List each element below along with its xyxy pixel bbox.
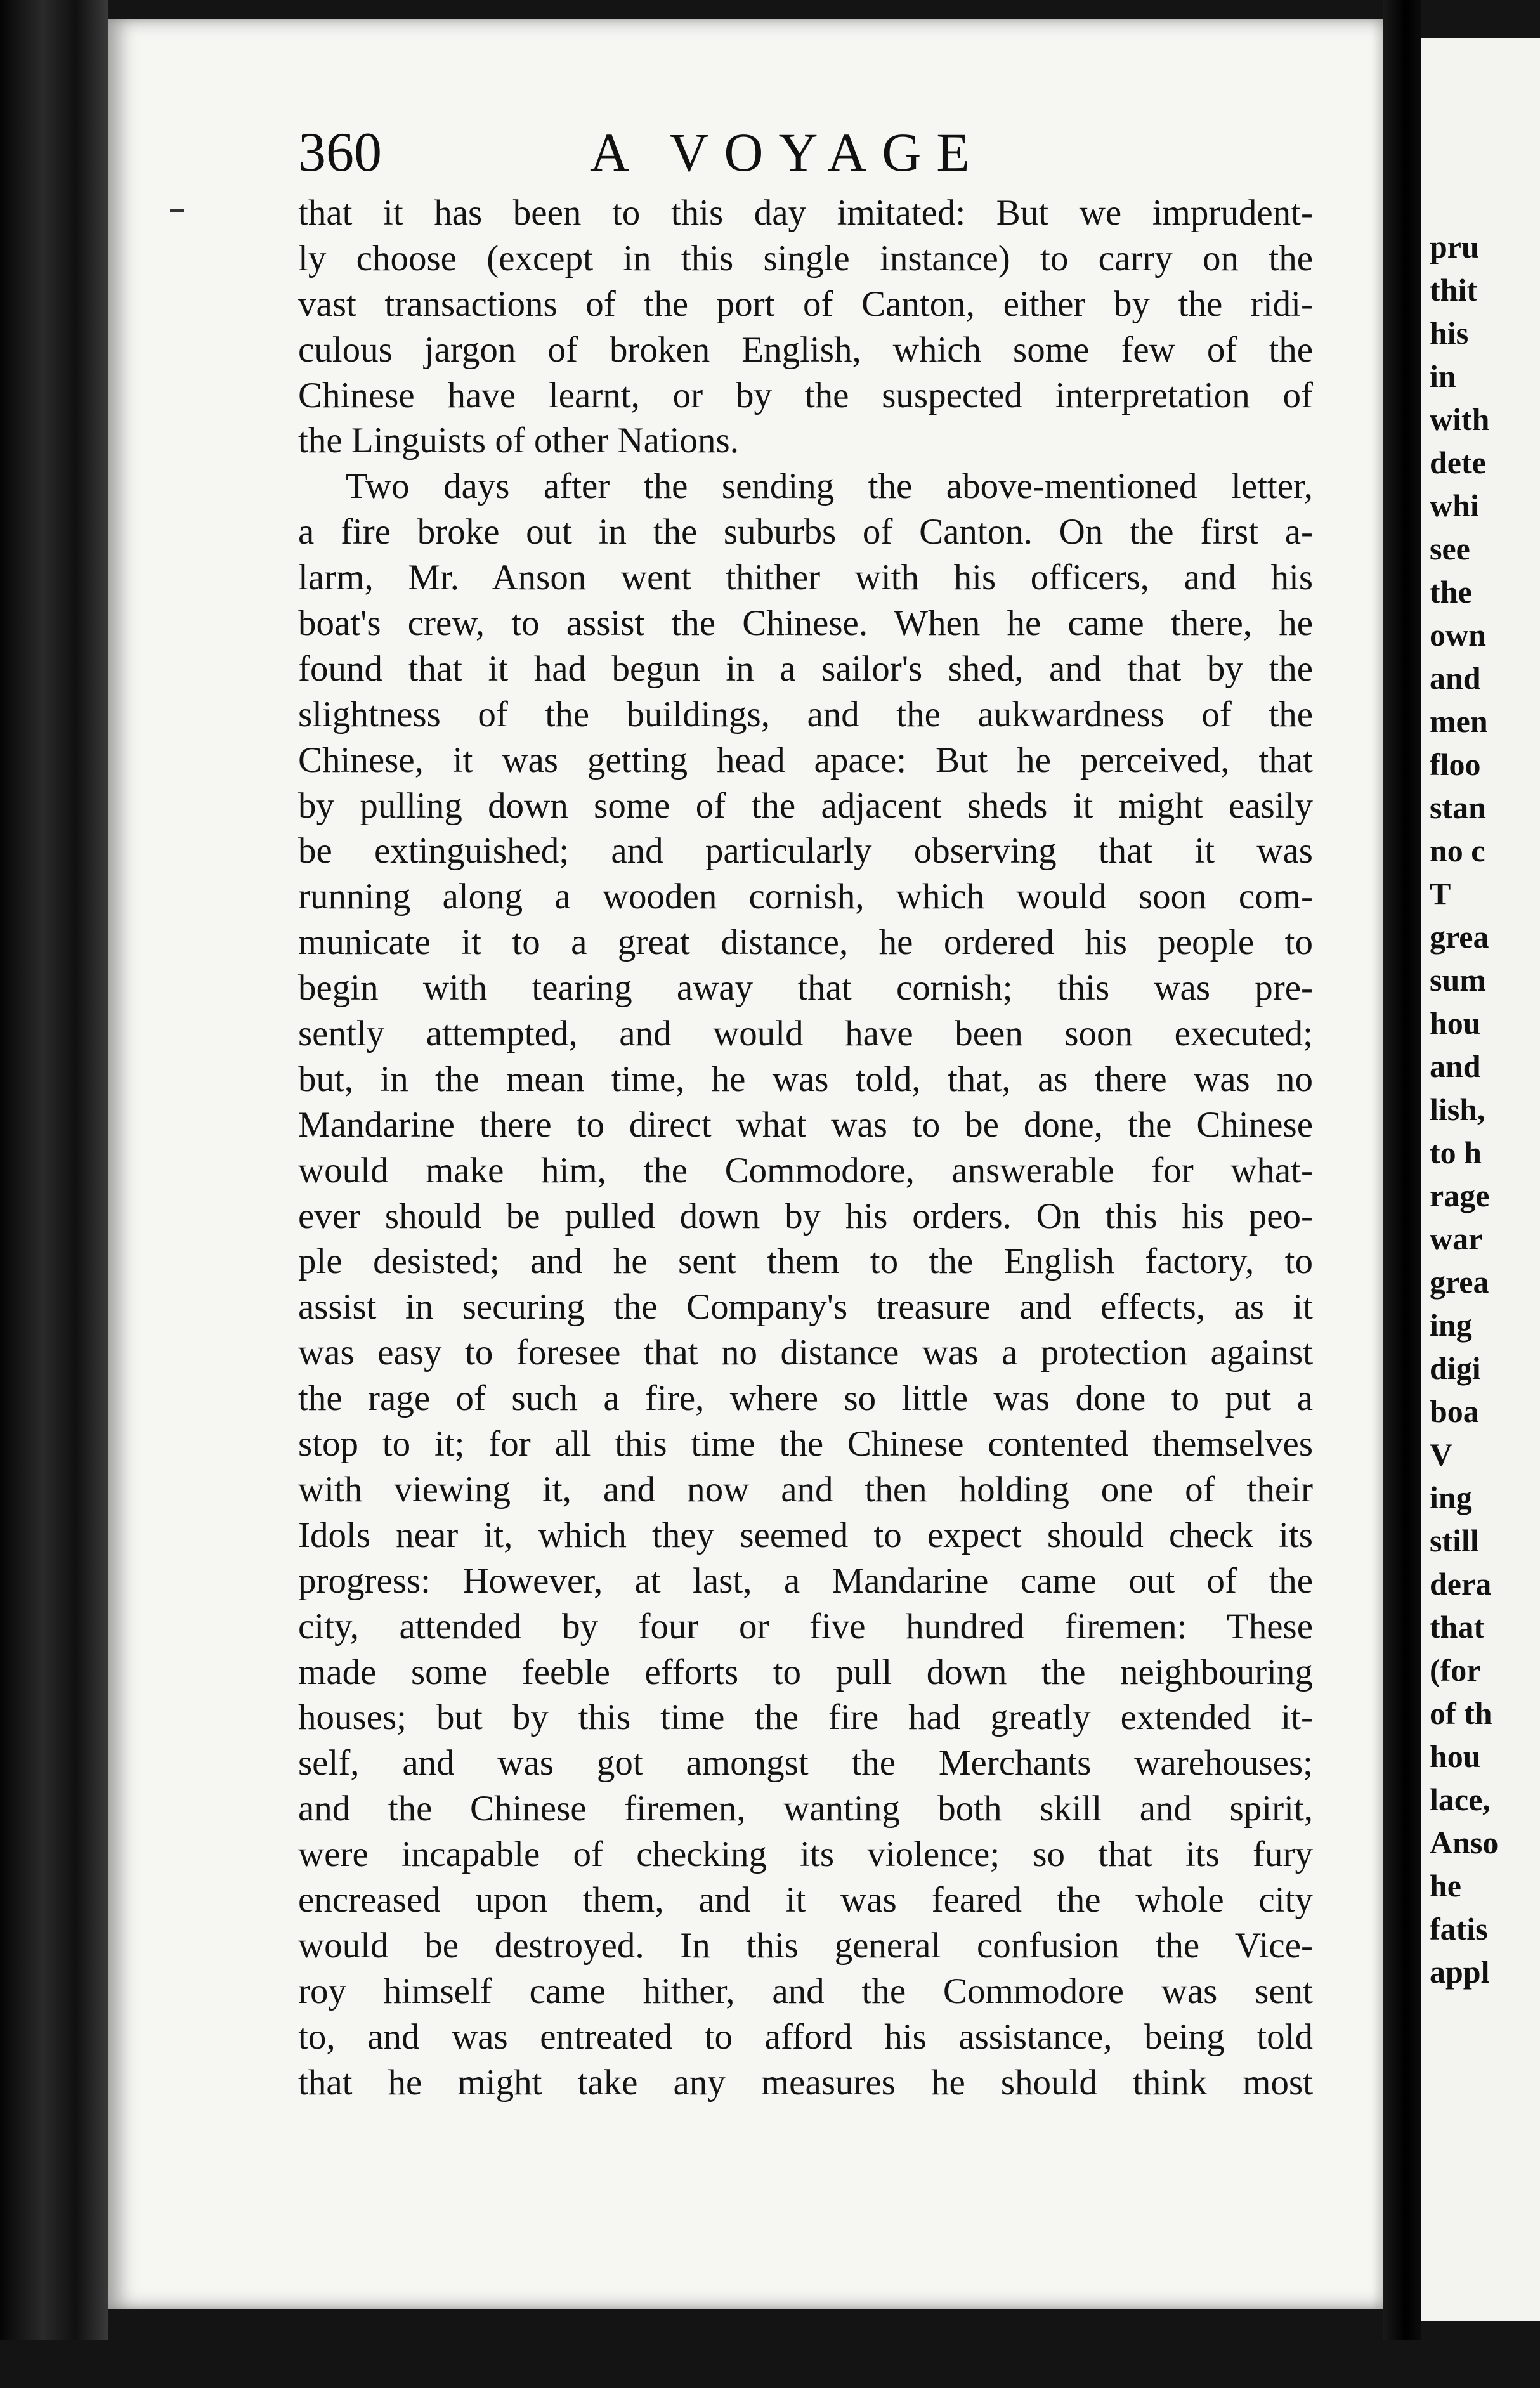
next-page-line: dera [1430, 1566, 1492, 1602]
text-line: boat's crew, to assist the Chinese. When he came there, he [298, 603, 1313, 644]
book-gutter [1383, 0, 1421, 2340]
next-page-line: stan [1430, 790, 1486, 825]
text-line: Two days after the sending the above-mentioned letter, [346, 466, 1313, 507]
text-line: larm, Mr. Anson went thither with his officers, and his [298, 558, 1313, 598]
text-line: city, attended by four or five hundred firemen: These [298, 1606, 1313, 1647]
next-page-line: pru [1430, 229, 1479, 264]
next-page-line: no c [1430, 833, 1485, 868]
text-line: roy himself came hither, and the Commodore was sent [298, 1971, 1313, 2011]
text-line: slightness of the buildings, and the aukwardness of the [298, 694, 1313, 734]
next-page-line: lish, [1430, 1092, 1485, 1127]
text-line: Mandarine there to direct what was to be done, the Chinese [298, 1104, 1313, 1145]
text-line: self, and was got amongst the Merchants warehouses; [298, 1743, 1313, 1784]
catchword: prudent [1202, 2347, 1313, 2387]
next-page-line: men [1430, 703, 1488, 739]
text-line: progress: However, at last, a Mandarine came out of the [298, 1560, 1313, 1601]
text-line: stop to it; for all this time the Chinese contented themselves [298, 1424, 1313, 1465]
text-line: that it has been to this day imitated: But we imprudent- [298, 193, 1313, 233]
margin-mark [170, 209, 184, 212]
next-page-line: that [1430, 1609, 1485, 1645]
page-header [298, 121, 1313, 190]
text-line: encreased upon them, and it was feared the whole city [298, 1879, 1313, 1920]
next-page-line: digi [1430, 1350, 1481, 1386]
text-line: ly choose (except in this single instance) to carry on the [298, 238, 1313, 278]
text-line: municate it to a great distance, he ordered his people to [298, 922, 1313, 963]
text-line: begin with tearing away that cornish; this was pre- [298, 968, 1313, 1008]
next-page-line: still [1430, 1523, 1479, 1558]
text-line: and the Chinese firemen, wanting both skill and spirit, [298, 1789, 1313, 1829]
next-page-line: of th [1430, 1695, 1492, 1731]
text-line: was easy to foresee that no distance was a protection against [298, 1333, 1313, 1373]
next-page-line: own [1430, 617, 1486, 653]
next-page-line: war [1430, 1221, 1483, 1256]
next-page-line: whi [1430, 488, 1479, 523]
text-line: were incapable of checking its violence; so that its fury [298, 1834, 1313, 1875]
next-page-line: sum [1430, 962, 1486, 998]
next-page-line: and [1430, 1048, 1481, 1084]
next-page-line: V [1430, 1437, 1453, 1472]
next-page-line: with [1430, 401, 1490, 437]
text-line: Idols near it, which they seemed to expect should check its [298, 1515, 1313, 1555]
next-page-line: ing [1430, 1307, 1472, 1343]
text-line: be extinguished; and particularly observing that it was [298, 831, 1313, 871]
next-page-line: his [1430, 315, 1469, 351]
next-page-line: fatis [1430, 1911, 1488, 1947]
next-page-line: floo [1430, 747, 1481, 782]
next-page-line: hou [1430, 1739, 1481, 1774]
text-line: assist in securing the Company's treasure and effects, as it [298, 1287, 1313, 1328]
next-page-line: T [1430, 876, 1451, 911]
next-page-line: see [1430, 531, 1470, 566]
next-page-line: hou [1430, 1005, 1481, 1041]
next-page-line: lace, [1430, 1782, 1491, 1817]
text-line: culous jargon of broken English, which some few of the [298, 329, 1313, 370]
text-line: with viewing it, and now and then holding one of their [298, 1469, 1313, 1510]
text-line: the rage of such a fire, where so little was done to put a [298, 1378, 1313, 1419]
next-page-line: thit [1430, 272, 1477, 308]
next-page-line: in [1430, 358, 1456, 394]
text-line: that he might take any measures he should think most [298, 2062, 1313, 2103]
page-body-text [298, 190, 1313, 2387]
text-line: Chinese have learnt, or by the suspected interpretation of [298, 375, 1313, 415]
text-line: houses; but by this time the fire had greatly extended it- [298, 1697, 1313, 1738]
text-line: sently attempted, and would have been soon executed; [298, 1014, 1313, 1054]
text-line: found that it had begun in a sailor's shed, and that by the [298, 648, 1313, 689]
next-page-line: grea [1430, 1264, 1489, 1300]
next-page-line: Anso [1430, 1825, 1499, 1860]
next-page-line: dete [1430, 445, 1486, 480]
page-number: 360 [298, 122, 382, 183]
next-page-line: grea [1430, 919, 1489, 955]
next-page-line: rage [1430, 1178, 1490, 1213]
next-page-line: to h [1430, 1135, 1482, 1170]
next-page-fragment [1421, 38, 1540, 2321]
next-page-line: ing [1430, 1480, 1472, 1515]
text-line: but, in the mean time, he was told, that, as there was no [298, 1059, 1313, 1099]
text-line: vast transactions of the port of Canton, either by the ridi- [298, 284, 1313, 324]
text-line: the Linguists of other Nations. [298, 421, 739, 461]
text-line: to, and was entreated to afford his assistance, being told [298, 2016, 1313, 2057]
running-title: A VOYAGE [590, 122, 985, 183]
next-page-line: appl [1430, 1954, 1490, 1990]
next-page-line: he [1430, 1868, 1461, 1903]
text-line: made some feeble efforts to pull down the neighbouring [298, 1652, 1313, 1692]
text-line: running along a wooden cornish, which would soon com- [298, 877, 1313, 917]
text-line: Chinese, it was getting head apace: But he perceived, that [298, 740, 1313, 780]
text-line: would be destroyed. In this general confusion the Vice- [298, 1925, 1313, 1966]
text-line: a fire broke out in the suburbs of Canton. On the first a- [298, 512, 1313, 552]
next-page-line: (for [1430, 1652, 1481, 1688]
text-line: ever should be pulled down by his orders. On this his peo- [298, 1196, 1313, 1236]
next-page-line: boa [1430, 1393, 1479, 1429]
text-line: ple desisted; and he sent them to the English factory, to [298, 1241, 1313, 1282]
next-page-line: and [1430, 660, 1481, 696]
text-line: would make him, the Commodore, answerable for what- [298, 1150, 1313, 1191]
book-left-edge [0, 0, 108, 2340]
next-page-line: the [1430, 574, 1472, 610]
text-line: by pulling down some of the adjacent sheds it might easily [298, 785, 1313, 826]
